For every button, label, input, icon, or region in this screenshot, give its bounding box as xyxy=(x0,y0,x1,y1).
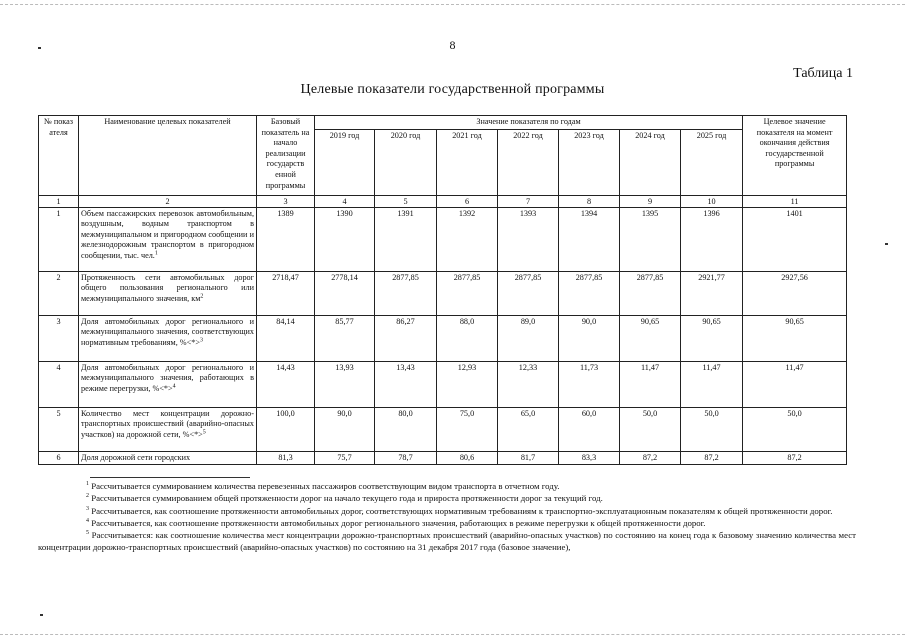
row-number: 6 xyxy=(39,451,79,465)
target-value: 87,2 xyxy=(743,451,847,465)
year-value: 83,3 xyxy=(559,451,620,465)
footnote-text: Рассчитывается, как соотношение протяженности автомобильных дорог регионального значения, работающих в режиме перегрузки к общей протяженности дорог. xyxy=(89,517,706,528)
year-value: 87,2 xyxy=(620,451,681,465)
page-number: 8 xyxy=(449,38,456,52)
year-value: 90,0 xyxy=(315,407,375,451)
page-title: Целевые показатели государственной программы xyxy=(300,82,605,97)
targets-table xyxy=(38,115,847,465)
year-value: 80,0 xyxy=(375,407,437,451)
indicator-name-text: Доля автомобильных дорог регионального и межмуниципального значения, соответствующих нормативным требованиям, %<*> xyxy=(81,316,254,347)
header-year: 2022 год xyxy=(498,129,559,195)
header-years-group: Значение показателя по годам xyxy=(315,116,743,130)
table-label: Таблица 1 xyxy=(793,66,853,81)
footnote xyxy=(38,480,856,492)
year-value: 87,2 xyxy=(681,451,743,465)
table-header-row xyxy=(39,116,847,130)
scan-top-edge xyxy=(0,4,905,6)
footnote xyxy=(38,529,856,554)
footnote-separator xyxy=(90,477,250,478)
indicator-name xyxy=(79,407,257,451)
indicator-name xyxy=(79,361,257,407)
indicator-name-text: Объем пассажирских перевозок автомобильным, воздушным, водным транспортом в межмуниципальном и пригородном сообщении и железнодорожным транспортом в пригородном сообщении, тыс. чел. xyxy=(81,208,254,260)
indicator-name xyxy=(79,451,257,465)
year-value: 50,0 xyxy=(620,407,681,451)
indicator-name xyxy=(79,207,257,271)
header-year: 2021 год xyxy=(437,129,498,195)
base-value: 84,14 xyxy=(257,315,315,361)
scan-speck xyxy=(885,243,888,245)
header-target: Целевое значение показателя на момент окончания действия государственной программы xyxy=(743,116,847,196)
year-value: 65,0 xyxy=(498,407,559,451)
footnote-mark: 1 xyxy=(86,481,89,488)
column-number: 10 xyxy=(681,195,743,207)
column-number: 7 xyxy=(498,195,559,207)
year-value: 1392 xyxy=(437,207,498,271)
header-name: Наименование целевых показателей xyxy=(79,116,257,196)
year-value: 12,33 xyxy=(498,361,559,407)
footnote-mark: 3 xyxy=(86,505,89,512)
year-value: 12,93 xyxy=(437,361,498,407)
column-number: 3 xyxy=(257,195,315,207)
column-number: 4 xyxy=(315,195,375,207)
year-value: 2877,85 xyxy=(498,271,559,315)
year-value: 50,0 xyxy=(681,407,743,451)
footnote-ref: 5 xyxy=(202,429,206,436)
table-row xyxy=(39,407,847,451)
year-value: 88,0 xyxy=(437,315,498,361)
year-value: 86,27 xyxy=(375,315,437,361)
row-number: 4 xyxy=(39,361,79,407)
column-number: 6 xyxy=(437,195,498,207)
year-value: 2877,85 xyxy=(437,271,498,315)
footnote-text: Рассчитывается: как соотношение количества мест концентрации дорожно-транспортных происшествий (аварийно-опасных участков) по состоянию на конец года к базовому значению количества мест концентрации дорожно-транспортных происшествий (аварийно-опасных участков) по состоянию на 31 декабря 2017 года (базовое значение), xyxy=(38,530,856,553)
year-value: 2877,85 xyxy=(375,271,437,315)
year-value: 81,7 xyxy=(498,451,559,465)
footnote-text: Рассчитывается суммированием общей протяженности дорог на начало текущего года и прироста протяженности дорог за текущий год. xyxy=(89,493,603,504)
footnote xyxy=(38,492,856,504)
header-base: Базовый показатель на начало реализации государств енной программы xyxy=(257,116,315,196)
indicator-name-text: Доля дорожной сети городских xyxy=(81,452,191,462)
column-number: 9 xyxy=(620,195,681,207)
year-value: 1393 xyxy=(498,207,559,271)
indicator-name xyxy=(79,271,257,315)
year-value: 1394 xyxy=(559,207,620,271)
column-number: 8 xyxy=(559,195,620,207)
year-value: 85,77 xyxy=(315,315,375,361)
base-value: 100,0 xyxy=(257,407,315,451)
year-value: 13,43 xyxy=(375,361,437,407)
header-year: 2023 год xyxy=(559,129,620,195)
footnote xyxy=(38,505,856,517)
table-row xyxy=(39,207,847,271)
year-value: 90,65 xyxy=(681,315,743,361)
row-number: 1 xyxy=(39,207,79,271)
year-value: 2877,85 xyxy=(559,271,620,315)
year-value: 13,93 xyxy=(315,361,375,407)
footnote-mark: 4 xyxy=(86,517,89,524)
column-number: 5 xyxy=(375,195,437,207)
indicator-name-text: Доля автомобильных дорог регионального и межмуниципального значения, работающих в режиме перегрузки, %<*> xyxy=(81,362,254,393)
footnotes xyxy=(38,480,856,554)
column-number: 11 xyxy=(743,195,847,207)
target-value: 2927,56 xyxy=(743,271,847,315)
base-value: 14,43 xyxy=(257,361,315,407)
year-value: 1395 xyxy=(620,207,681,271)
scan-bottom-edge xyxy=(0,634,905,636)
table-row xyxy=(39,271,847,315)
footnote-text: Рассчитывается суммированием количества перевезенных пассажиров соответствующим видом транспорта в отчетном году. xyxy=(89,481,560,491)
footnote-text: Рассчитывается, как соотношение протяженности автомобильных дорог, соответствующих нормативным требованиям к транспортно-эксплуатационным показателям к общей протяженности дорог. xyxy=(89,505,833,516)
footnote-ref: 4 xyxy=(172,383,176,390)
year-value: 78,7 xyxy=(375,451,437,465)
column-number: 1 xyxy=(39,195,79,207)
year-value: 75,0 xyxy=(437,407,498,451)
table-row xyxy=(39,315,847,361)
year-value: 1390 xyxy=(315,207,375,271)
year-value: 2877,85 xyxy=(620,271,681,315)
indicator-name xyxy=(79,315,257,361)
year-value: 1391 xyxy=(375,207,437,271)
year-value: 89,0 xyxy=(498,315,559,361)
target-value: 1401 xyxy=(743,207,847,271)
table-row xyxy=(39,361,847,407)
year-value: 75,7 xyxy=(315,451,375,465)
base-value: 81,3 xyxy=(257,451,315,465)
year-value: 11,73 xyxy=(559,361,620,407)
footnote-ref: 2 xyxy=(200,293,204,300)
base-value: 1389 xyxy=(257,207,315,271)
header-year: 2024 год xyxy=(620,129,681,195)
footnote-ref: 3 xyxy=(199,337,203,344)
year-value: 11,47 xyxy=(620,361,681,407)
year-value: 2778,14 xyxy=(315,271,375,315)
year-value: 90,0 xyxy=(559,315,620,361)
row-number: 2 xyxy=(39,271,79,315)
table-row xyxy=(39,451,847,465)
row-number: 5 xyxy=(39,407,79,451)
header-number: № показ ателя xyxy=(39,116,79,196)
footnote xyxy=(38,517,856,529)
indicator-name-text: Протяженность сети автомобильных дорог общего пользования регионального или межмуниципального значения, км xyxy=(81,272,254,303)
row-number: 3 xyxy=(39,315,79,361)
header-year: 2025 год xyxy=(681,129,743,195)
year-value: 60,0 xyxy=(559,407,620,451)
header-year: 2019 год xyxy=(315,129,375,195)
footnote-ref: 1 xyxy=(154,250,158,257)
column-number-row xyxy=(39,195,847,207)
footnote-mark: 5 xyxy=(86,530,89,537)
base-value: 2718,47 xyxy=(257,271,315,315)
year-value: 90,65 xyxy=(620,315,681,361)
indicator-name-text: Количество мест концентрации дорожно-транспортных происшествий (аварийно-опасных участков) на дорожной сети, %<*> xyxy=(81,408,254,439)
scan-speck xyxy=(40,614,43,616)
column-number: 2 xyxy=(79,195,257,207)
year-value: 80,6 xyxy=(437,451,498,465)
year-value: 11,47 xyxy=(681,361,743,407)
target-value: 11,47 xyxy=(743,361,847,407)
year-value: 2921,77 xyxy=(681,271,743,315)
footnote-mark: 2 xyxy=(86,493,89,500)
target-value: 90,65 xyxy=(743,315,847,361)
header-year: 2020 год xyxy=(375,129,437,195)
target-value: 50,0 xyxy=(743,407,847,451)
year-value: 1396 xyxy=(681,207,743,271)
